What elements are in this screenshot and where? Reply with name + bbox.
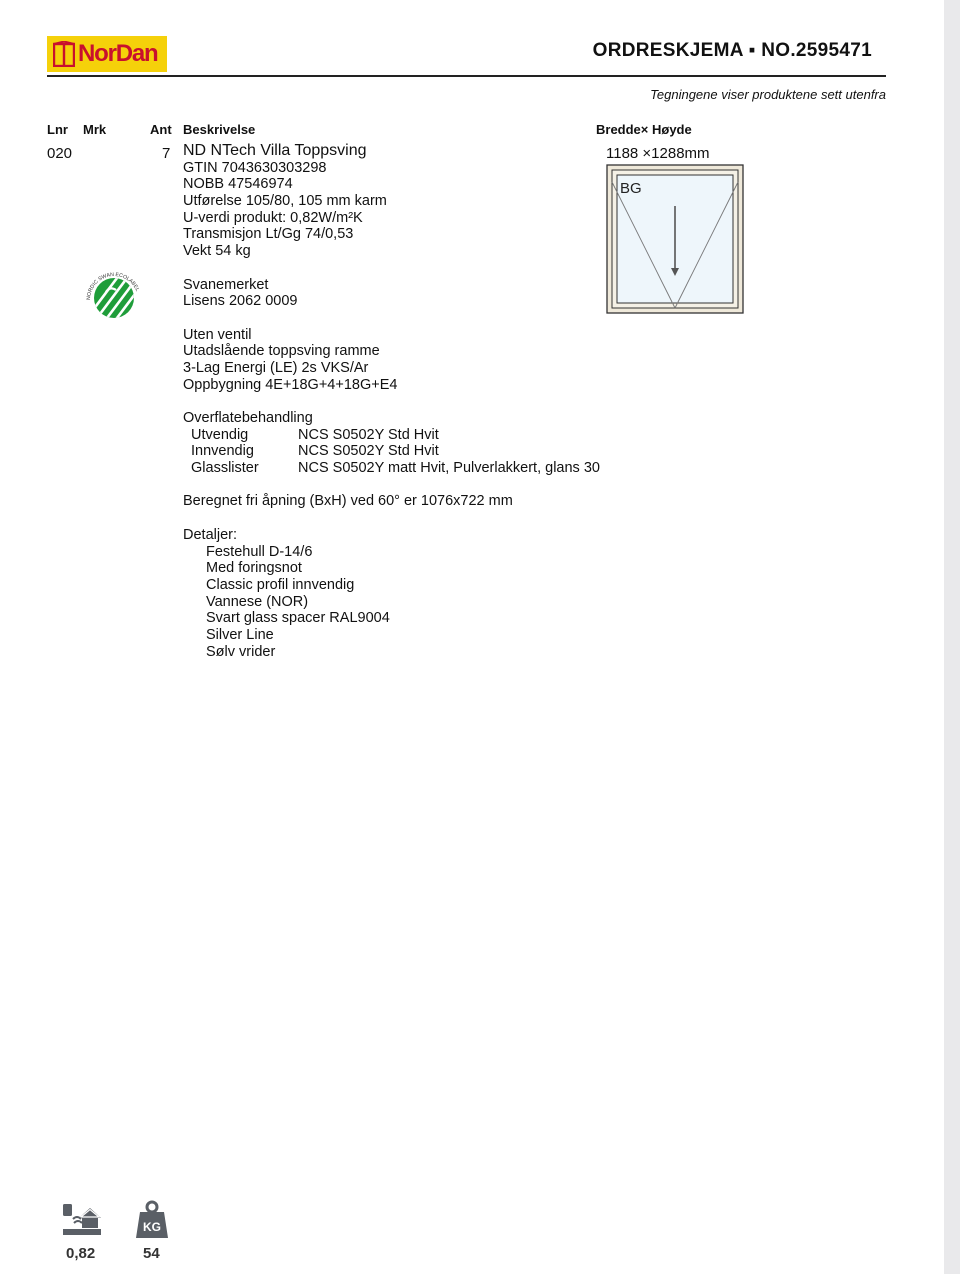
details	[183, 527, 600, 661]
spec-line: NOBB 47546974	[183, 176, 293, 193]
description	[183, 143, 600, 660]
detail-item: Sølv vrider	[206, 643, 276, 660]
surface-treatment	[183, 410, 600, 477]
spec-line: Utførelse 105/80, 105 mm karm	[183, 193, 387, 210]
order-title: ORDRESKJEMA ▪ NO.2595471	[592, 40, 872, 61]
surface-value: NCS S0502Y Std Hvit	[298, 443, 439, 460]
opening-info: Beregnet fri åpning (BxH) ved 60° er 1076x722 mm	[183, 493, 513, 510]
u-value-icon	[61, 1202, 103, 1243]
dimensions: 1188 ×1288mm	[606, 145, 710, 162]
weight-icon	[134, 1200, 170, 1245]
surface-value: NCS S0502Y matt Hvit, Pulverlakkert, glans 30	[298, 460, 600, 477]
ecolabel-line: Svanemerket	[183, 276, 269, 293]
surface-row	[183, 427, 600, 444]
logo-text: NorDan	[78, 40, 158, 67]
spec-line: U-verdi produkt: 0,82W/m²K	[183, 209, 363, 226]
surface-row	[183, 460, 600, 477]
surface-row	[183, 443, 600, 460]
col-lnr: Lnr	[47, 122, 68, 137]
detail-item: Festehull D-14/6	[206, 543, 313, 560]
detail-item: Svart glass spacer RAL9004	[206, 610, 390, 627]
surface-value: NCS S0502Y Std Hvit	[298, 426, 439, 443]
nordan-logo	[47, 36, 167, 72]
line-number: 020	[47, 145, 73, 162]
detail-item: Silver Line	[206, 626, 274, 643]
spec-line: GTIN 7043630303298	[183, 159, 327, 176]
window-drawing	[606, 164, 745, 321]
ecolabel-line: Lisens 2062 0009	[183, 293, 298, 310]
config-line: 3-Lag Energi (LE) 2s VKS/Ar	[183, 359, 369, 376]
col-beskrivelse: Beskrivelse	[183, 122, 256, 137]
config-line: Oppbygning 4E+18G+4+18G+E4	[183, 376, 398, 393]
surface-label: Innvendig	[191, 443, 254, 460]
window-logo-icon	[53, 41, 75, 67]
col-ant: Ant	[150, 122, 172, 137]
detail-item: Classic profil innvendig	[206, 576, 355, 593]
surface-heading: Overflatebehandling	[183, 410, 313, 426]
col-mrk: Mrk	[83, 122, 107, 137]
nordic-swan-ecolabel	[80, 262, 148, 329]
quantity: 7	[162, 145, 171, 162]
detail-item: Med foringsnot	[206, 560, 302, 577]
col-dimensions: Bredde× Høyde	[596, 122, 692, 137]
details-heading: Detaljer:	[183, 526, 237, 543]
config-line: Uten ventil	[183, 326, 252, 343]
detail-item: Vannese (NOR)	[206, 593, 309, 610]
ecolabel-text: NORDIC SWAN ECOLABEL	[85, 271, 141, 301]
spec-line: Vekt 54 kg	[183, 243, 251, 260]
drawing-label: BG	[620, 180, 642, 197]
surface-label: Glasslister	[191, 460, 259, 477]
u-value: 0,82	[66, 1245, 96, 1262]
product-name: ND NTech Villa Toppsving	[183, 142, 367, 159]
weight-icon-text: KG	[143, 1220, 161, 1234]
spec-line: Transmisjon Lt/Gg 74/0,53	[183, 226, 354, 243]
surface-label: Utvendig	[191, 426, 249, 443]
weight-value: 54	[143, 1245, 160, 1262]
drawing-note: Tegningene viser produktene sett utenfra	[650, 87, 886, 102]
config-line: Utadslående toppsving ramme	[183, 343, 380, 360]
header-divider	[47, 75, 886, 77]
